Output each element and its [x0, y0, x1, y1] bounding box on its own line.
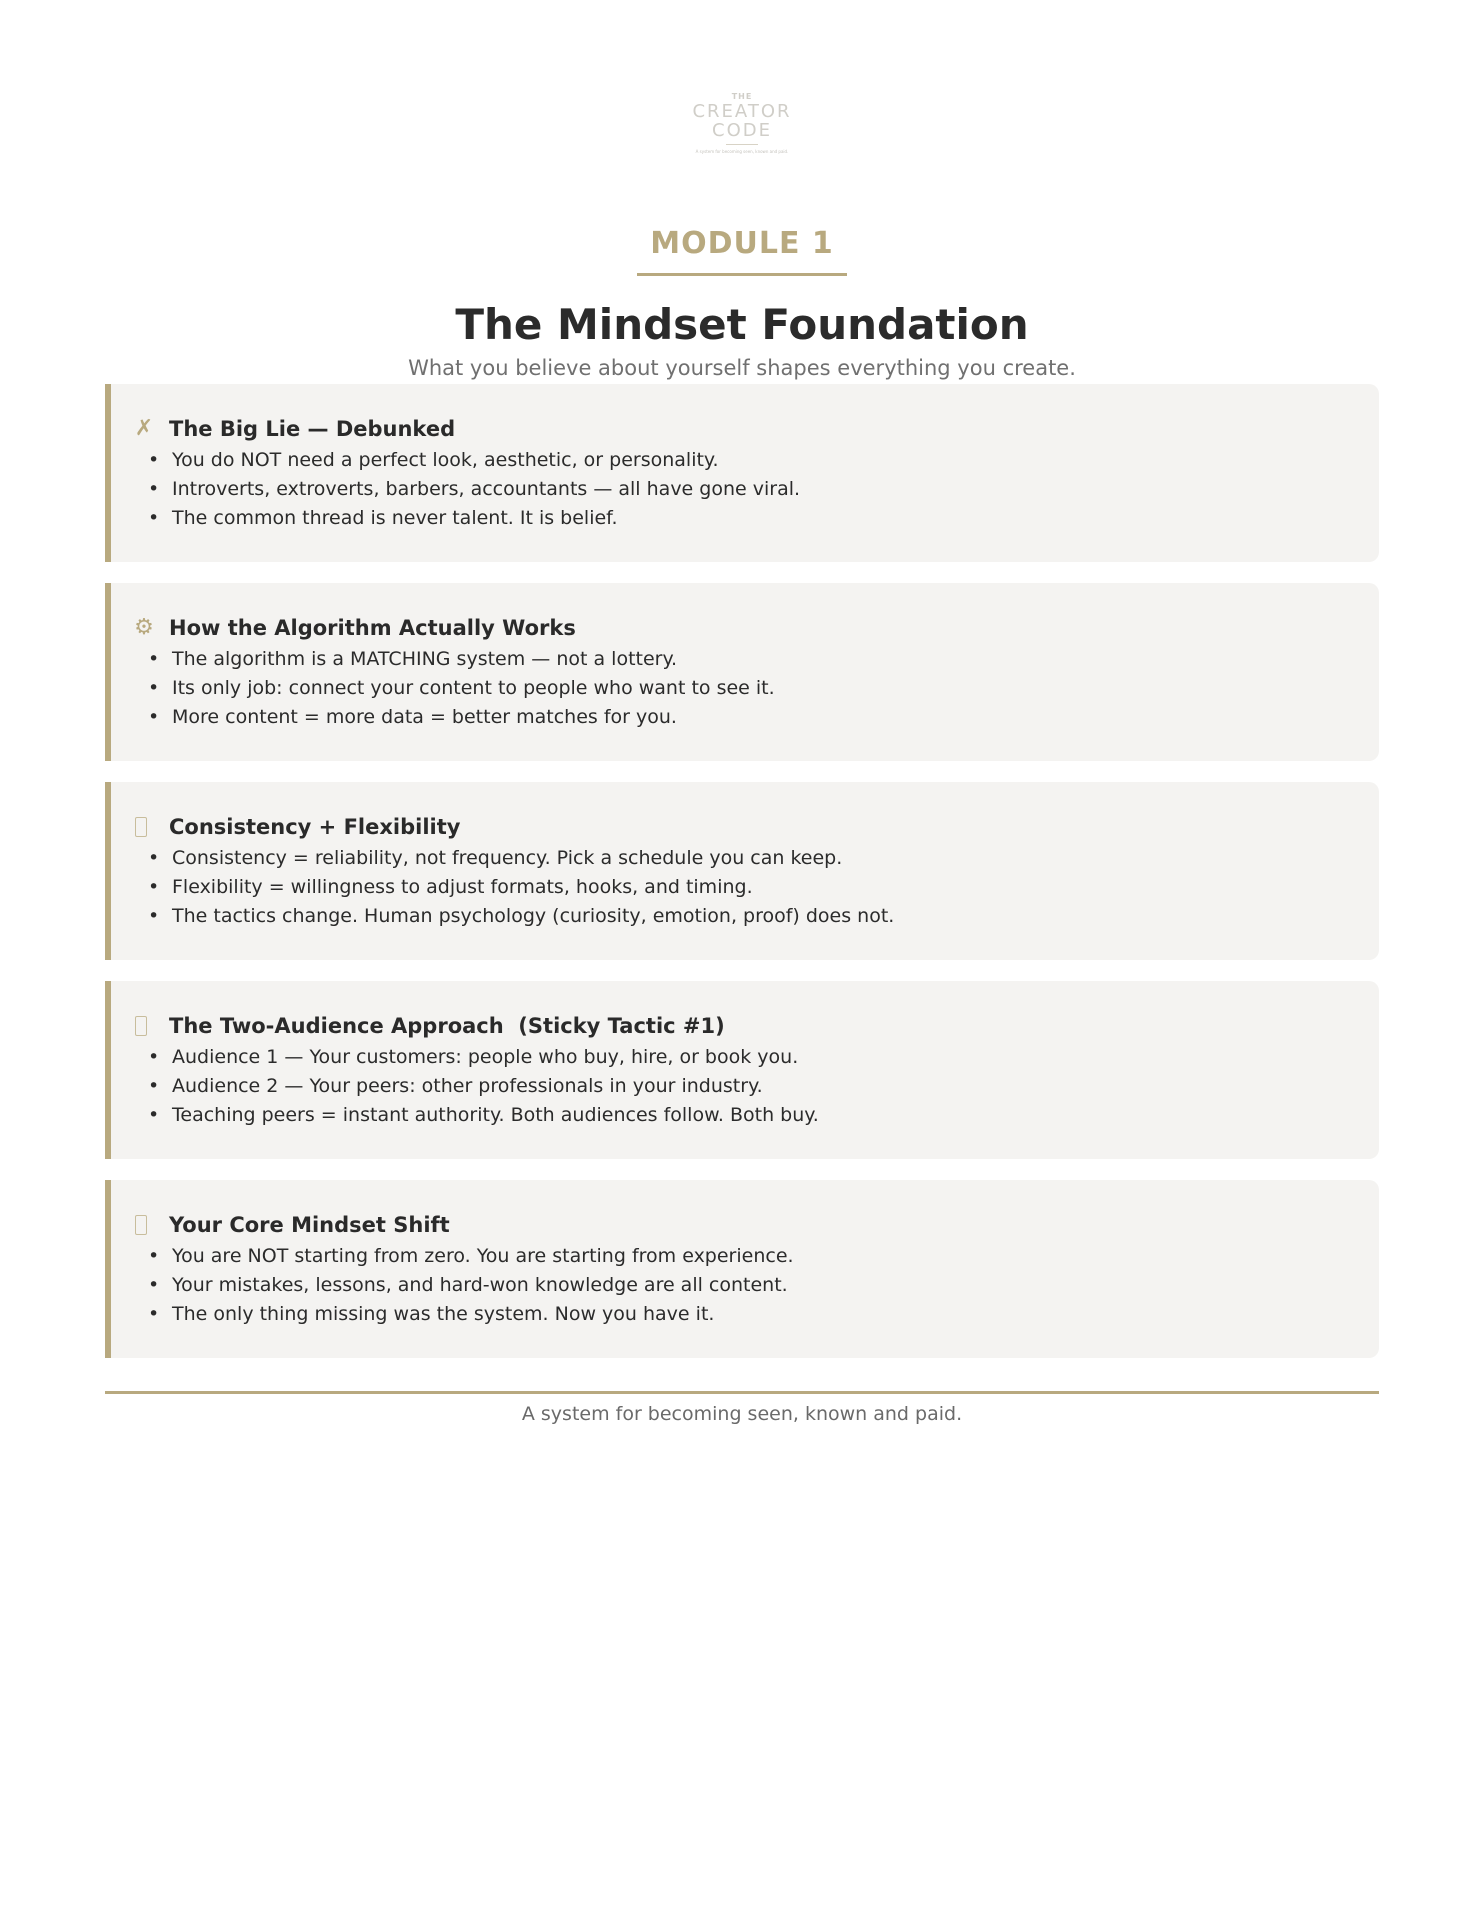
cross-mark-icon: ✗: [134, 416, 154, 441]
page-subtitle: What you believe about yourself shapes everything you create.: [408, 356, 1076, 380]
bullet-text: The algorithm is a MATCHING system — not a lottery.: [172, 648, 678, 670]
bullet-dot: •: [148, 905, 160, 927]
creator-code-logo: [692, 92, 792, 155]
bullet-text: Flexibility = willingness to adjust formats, hooks, and timing.: [172, 876, 753, 898]
bullet-dot: •: [148, 507, 160, 529]
bullet-list: [105, 844, 894, 931]
bullet-dot: •: [148, 1274, 160, 1296]
bullet-dot: •: [148, 449, 160, 471]
logo-rule: [726, 144, 758, 145]
list-item: [105, 1300, 794, 1329]
module-underline: [637, 273, 847, 276]
card-title: The Big Lie — Debunked: [169, 417, 456, 441]
missing-glyph-icon: [135, 1215, 147, 1235]
bullet-list: [105, 446, 800, 533]
footer-divider: [105, 1391, 1379, 1394]
logo-tagline: A system for becoming seen, known and paid.: [695, 149, 789, 154]
card-algorithm: [105, 583, 1379, 761]
list-item: [105, 703, 775, 732]
list-item: [105, 1072, 819, 1101]
list-item: [105, 902, 894, 931]
list-item: [105, 446, 800, 475]
logo-code: CODE: [712, 120, 772, 141]
list-item: [105, 475, 800, 504]
bullet-text: Your mistakes, lessons, and hard-won knowledge are all content.: [172, 1274, 788, 1296]
bullet-dot: •: [148, 1046, 160, 1068]
list-item: [105, 1242, 794, 1271]
card-title: The Two-Audience Approach (Sticky Tactic #1): [169, 1014, 725, 1038]
page-title: The Mindset Foundation: [455, 300, 1029, 349]
bullet-text: The tactics change. Human psychology (curiosity, emotion, proof) does not.: [172, 905, 895, 927]
list-item: [105, 504, 800, 533]
module-label: MODULE 1: [650, 226, 834, 261]
card-title: Your Core Mindset Shift: [169, 1213, 450, 1237]
bullet-text: The only thing missing was the system. Now you have it.: [172, 1303, 715, 1325]
card-title: Consistency + Flexibility: [169, 815, 461, 839]
logo-creator: CREATOR: [692, 101, 792, 122]
bullet-text: The common thread is never talent. It is belief.: [172, 507, 618, 529]
card-title: How the Algorithm Actually Works: [169, 616, 576, 640]
bullet-list: [105, 1242, 794, 1329]
list-item: [105, 1101, 819, 1130]
bullet-dot: •: [148, 677, 160, 699]
bullet-text: Audience 1 — Your customers: people who buy, hire, or book you.: [172, 1046, 799, 1068]
bullet-dot: •: [148, 706, 160, 728]
footer-tagline: A system for becoming seen, known and paid.: [521, 1403, 963, 1425]
bullet-text: Introverts, extroverts, barbers, accountants — all have gone viral.: [172, 478, 801, 500]
bullet-text: More content = more data = better matches for you.: [172, 706, 677, 728]
bullet-dot: •: [148, 478, 160, 500]
missing-glyph-icon: [135, 1016, 147, 1036]
list-item: [105, 674, 775, 703]
bullet-text: Teaching peers = instant authority. Both audiences follow. Both buy.: [172, 1104, 819, 1126]
bullet-text: Audience 2 — Your peers: other professionals in your industry.: [172, 1075, 763, 1097]
bullet-list: [105, 1043, 819, 1130]
card-big-lie: [105, 384, 1379, 562]
bullet-list: [105, 645, 775, 732]
list-item: [105, 844, 894, 873]
list-item: [105, 873, 894, 902]
logo-the: THE: [731, 92, 753, 101]
gear-icon: ⚙: [134, 615, 154, 640]
bullet-dot: •: [148, 1075, 160, 1097]
bullet-dot: •: [148, 1245, 160, 1267]
bullet-dot: •: [148, 1303, 160, 1325]
bullet-text: You do NOT need a perfect look, aesthetic, or personality.: [172, 449, 719, 471]
bullet-text: You are NOT starting from zero. You are starting from experience.: [172, 1245, 794, 1267]
card-two-audience: [105, 981, 1379, 1159]
bullet-text: Consistency = reliability, not frequency. Pick a schedule you can keep.: [172, 847, 843, 869]
list-item: [105, 1271, 794, 1300]
missing-glyph-icon: [135, 817, 147, 837]
card-consistency: [105, 782, 1379, 960]
bullet-dot: •: [148, 648, 160, 670]
list-item: [105, 645, 775, 674]
bullet-text: Its only job: connect your content to people who want to see it.: [172, 677, 775, 699]
bullet-dot: •: [148, 847, 160, 869]
bullet-dot: •: [148, 1104, 160, 1126]
list-item: [105, 1043, 819, 1072]
card-core-mindset: [105, 1180, 1379, 1358]
bullet-dot: •: [148, 876, 160, 898]
